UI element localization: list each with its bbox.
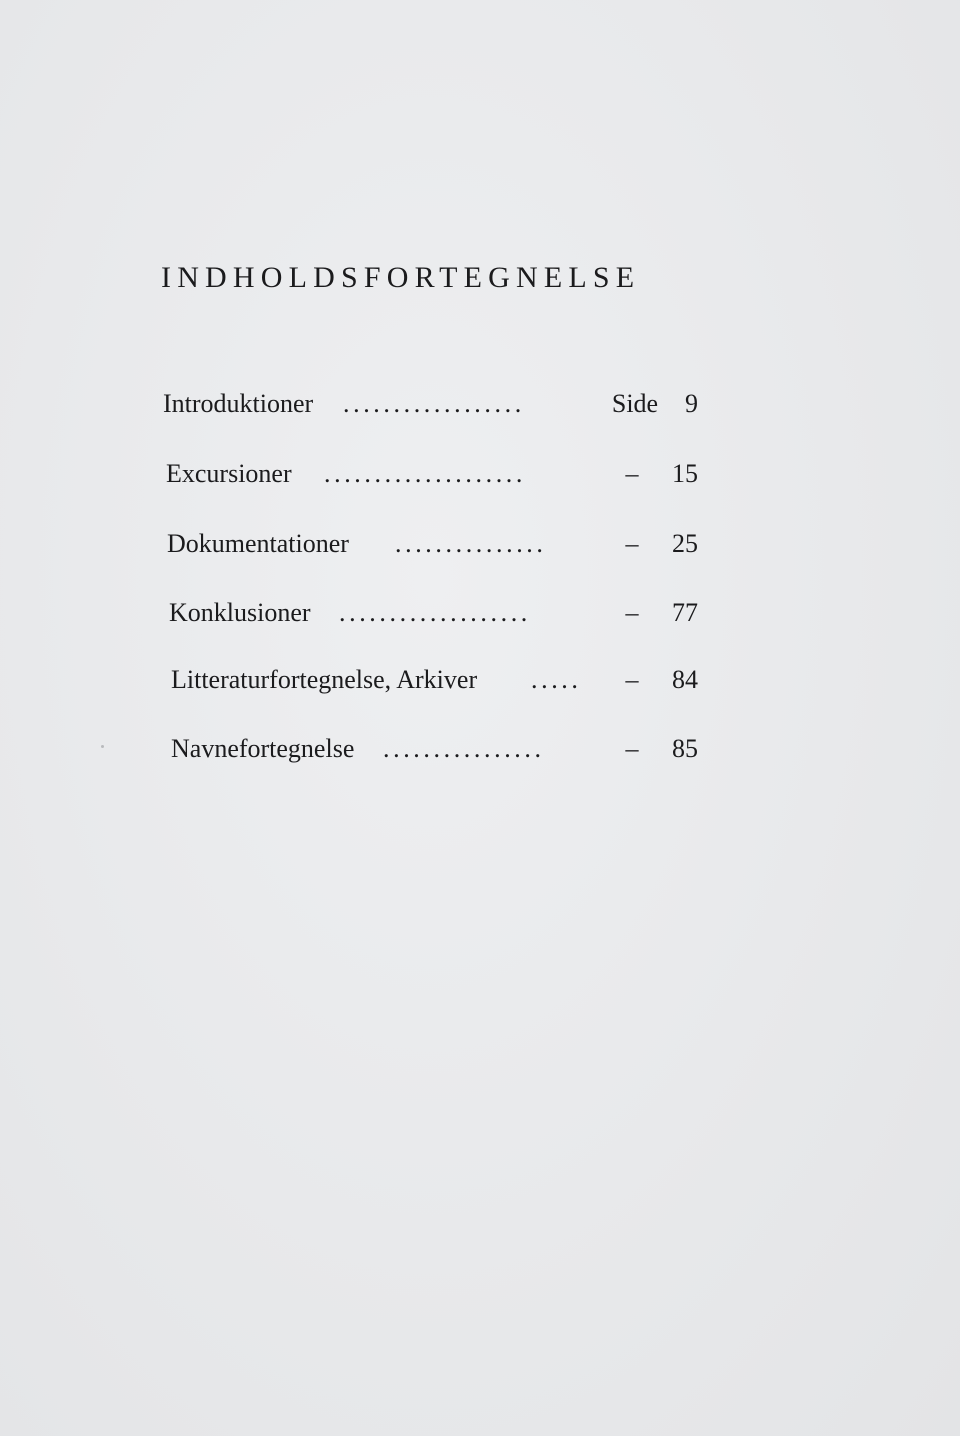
toc-entry-label: Excursioner — [166, 459, 292, 488]
toc-dot-leader: ..... — [531, 665, 582, 694]
toc-page-prefix: – — [625, 529, 639, 558]
toc-page-prefix: – — [625, 665, 639, 694]
toc-page-prefix: – — [625, 734, 639, 763]
toc-page-number: 84 — [672, 665, 698, 694]
toc-entry-introduktioner — [163, 384, 698, 424]
toc-entry-excursioner — [166, 454, 698, 494]
toc-entry-label: Konklusioner — [169, 598, 311, 627]
toc-page-number: 85 — [672, 734, 698, 763]
toc-page-number: 15 — [672, 459, 698, 488]
toc-entry-label: Navnefortegnelse — [171, 734, 355, 763]
toc-dot-leader: .................. — [343, 389, 525, 418]
toc-dot-leader: ................ — [383, 734, 545, 763]
toc-dot-leader: ................... — [339, 598, 531, 627]
toc-entry-label: Litteraturfortegnelse, Arkiver — [171, 665, 478, 694]
paper-speck — [101, 745, 104, 748]
toc-page-number: 9 — [685, 389, 698, 418]
page-title: INDHOLDSFORTEGNELSE — [161, 261, 641, 294]
toc-page-number: 25 — [672, 529, 698, 558]
toc-page-prefix: Side — [611, 389, 659, 418]
toc-entry-label: Introduktioner — [163, 389, 314, 418]
toc-entry-dokumentationer — [167, 524, 698, 564]
toc-dot-leader: ............... — [395, 529, 547, 558]
toc-entry-litteraturfortegnelse — [171, 660, 698, 700]
toc-dot-leader: .................... — [324, 459, 526, 488]
toc-page-prefix: – — [625, 598, 639, 627]
toc-entry-konklusioner — [169, 593, 698, 633]
toc-entry-label: Dokumentationer — [167, 529, 349, 558]
toc-entry-navnefortegnelse — [171, 729, 698, 769]
toc-page-number: 77 — [672, 598, 698, 627]
toc-page-prefix: – — [625, 459, 639, 488]
